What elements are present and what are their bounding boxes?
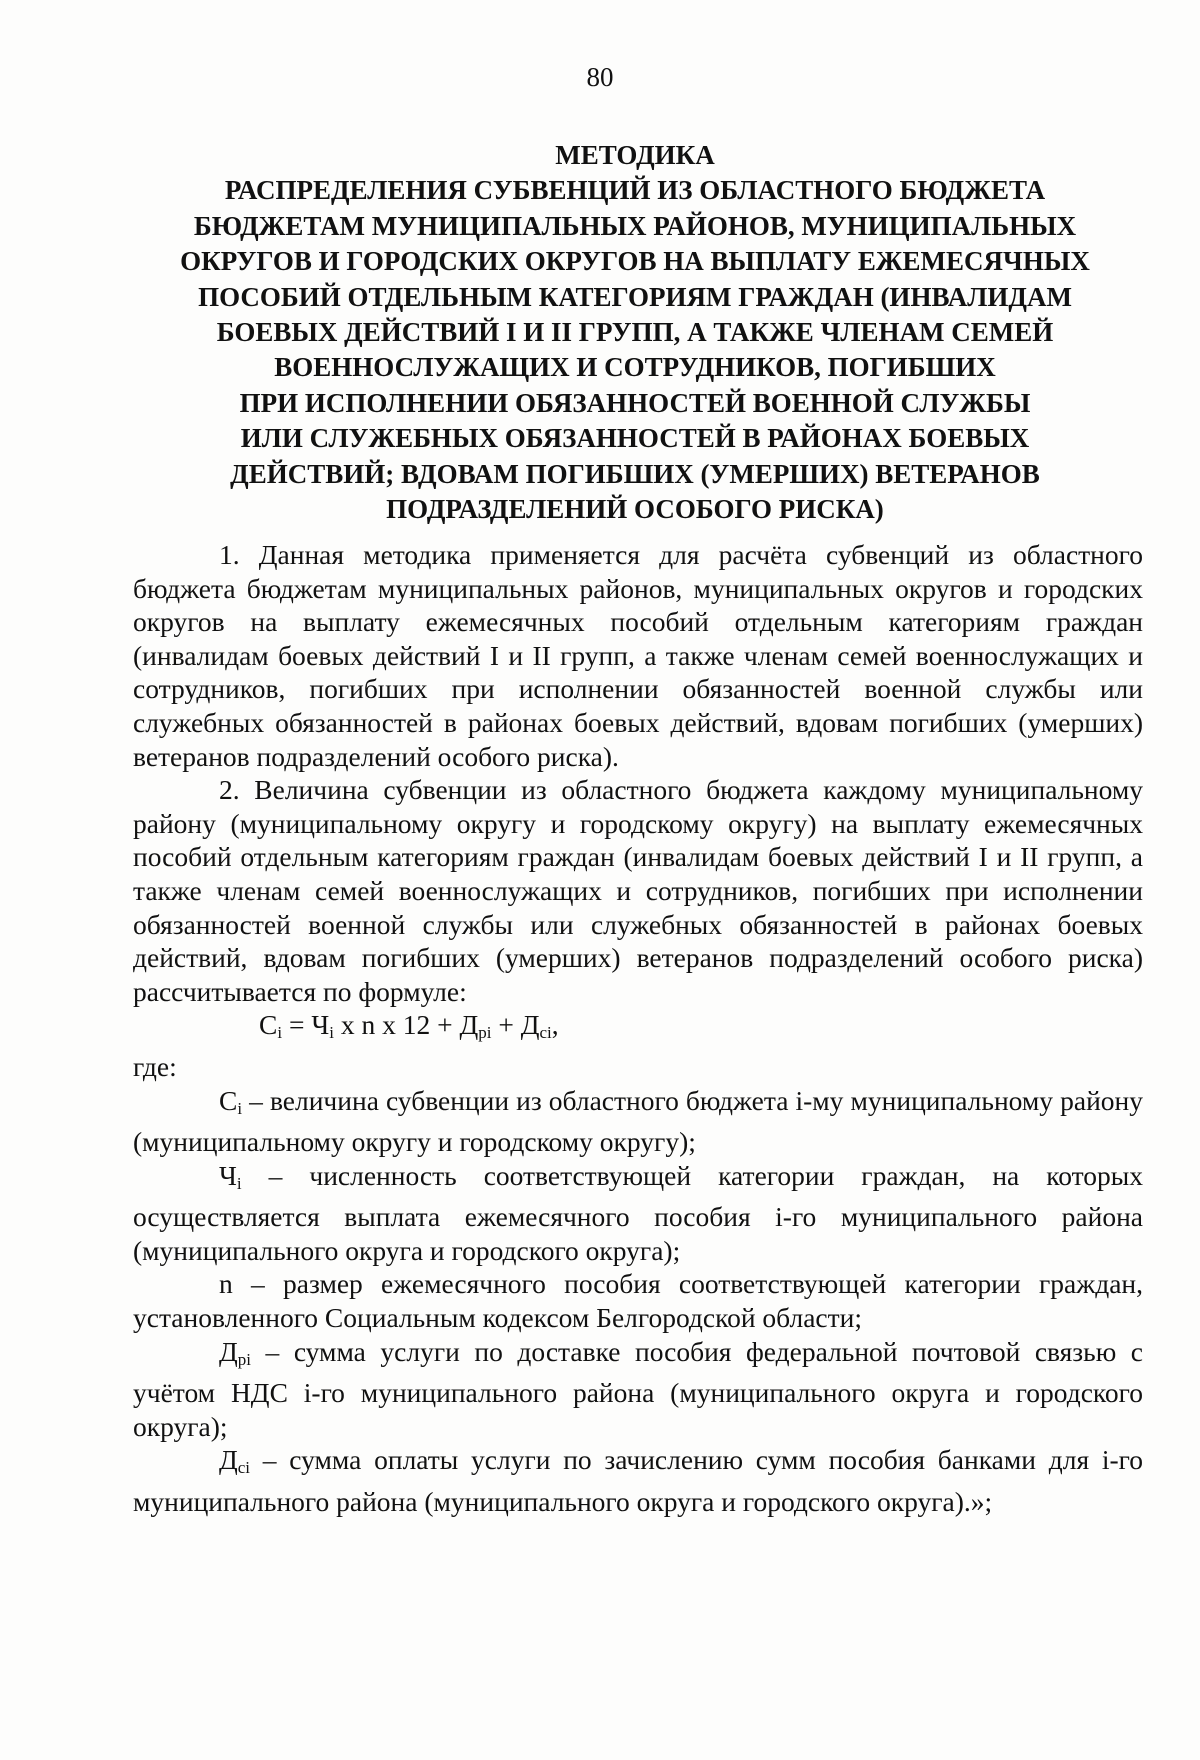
where-label	[133, 1050, 1143, 1084]
paragraph-1: 1. Данная методика применяется для расчёта субвенций из областного бюджета бюджетам муниципальных районов, муниципальных округов и городских округов на выплату ежемесячных пособий отдельным категориям граждан (инвалидам боевых действий I и II групп, а также членам семей военнослужащих и сотрудников, погибших при исполнении обязанностей военной службы или служебных обязанностей в районах боевых действий, вдовам погибших (умерших) ветеранов подразделений особого риска).	[133, 539, 1143, 772]
title-line: РАСПРЕДЕЛЕНИЯ СУБВЕНЦИЙ ИЗ ОБЛАСТНОГО БЮДЖЕТА	[224, 175, 1046, 206]
where-text: где:	[133, 1050, 177, 1082]
def-subscript: ci	[237, 1458, 251, 1478]
title-line: ИЛИ СЛУЖЕБНЫХ ОБЯЗАННОСТЕЙ В РАЙОНАХ БОЕВЫХ	[240, 423, 1030, 454]
definition-dc	[133, 1443, 1143, 1518]
formula-c: C	[259, 1009, 278, 1041]
document-title	[110, 138, 1160, 527]
paragraph-2: 2. Величина субвенции из областного бюджета каждому муниципальному району (муниципальному округу и городскому округу) на выплату ежемесячных пособий отдельным категориям граждан (инвалидам боевых действий I и II групп, а также членам семей военнослужащих и сотрудников, погибших при исполнении обязанностей военной службы или служебных обязанностей в районах боевых действий, вдовам погибших (умерших) ветеранов подразделений особого риска) рассчитывается по формуле:	[133, 774, 1143, 1007]
formula-dp-sub: pi	[478, 1023, 492, 1043]
formula-mid: x n x 12 +	[333, 1009, 460, 1041]
title-line: МЕТОДИКА	[555, 140, 715, 170]
formula-dc: Д	[520, 1009, 540, 1041]
def-text: – размер ежемесячного пособия соответствующей категории граждан, установленного Социальным кодексом Белгородской области;	[133, 1268, 1143, 1334]
title-line: БЮДЖЕТАМ МУНИЦИПАЛЬНЫХ РАЙОНОВ, МУНИЦИПАЛЬНЫХ	[193, 210, 1077, 241]
definition-n	[133, 1267, 1143, 1334]
def-text: – сумма оплаты услуги по зачислению сумм пособия банками для i-го муниципального района (муниципального округа и городского округа).»;	[133, 1444, 1143, 1518]
document-body	[133, 538, 1143, 1519]
formula-plus: +	[491, 1009, 521, 1041]
formula-dp: Д	[459, 1009, 479, 1041]
def-subscript: pi	[237, 1349, 251, 1369]
definition-dp	[133, 1335, 1143, 1444]
formula	[133, 1008, 1143, 1050]
definition-ch	[133, 1159, 1143, 1268]
def-symbol: C	[219, 1084, 238, 1116]
page-number: 80	[586, 62, 614, 92]
title-line: ОКРУГОВ И ГОРОДСКИХ ОКРУГОВ НА ВЫПЛАТУ ЕЖЕМЕСЯЧНЫХ	[180, 246, 1090, 277]
title-line: ПРИ ИСПОЛНЕНИИ ОБЯЗАННОСТЕЙ ВОЕННОЙ СЛУЖБЫ	[239, 387, 1031, 418]
def-text: – численность соответствующей категории граждан, на которых осуществляется выплата ежемесячного пособия i-го муниципального района (муниципального округа и городского округа);	[133, 1159, 1143, 1266]
def-symbol: Д	[219, 1335, 238, 1367]
def-symbol: Д	[219, 1444, 238, 1476]
def-symbol: Ч	[219, 1159, 237, 1191]
def-text: – сумма услуги по доставке пособия федеральной почтовой связью с учётом НДС i-го муниципального района (муниципального округа и городского округа);	[133, 1335, 1143, 1442]
formula-c-sub: i	[277, 1023, 283, 1043]
formula-ch: Ч	[311, 1009, 330, 1041]
formula-eq: =	[282, 1009, 312, 1041]
formula-ch-sub: i	[329, 1023, 334, 1043]
definition-c	[133, 1084, 1143, 1159]
title-line: ПОДРАЗДЕЛЕНИЙ ОСОБОГО РИСКА)	[386, 494, 884, 525]
title-line: ДЕЙСТВИЙ; ВДОВАМ ПОГИБШИХ (УМЕРШИХ) ВЕТЕРАНОВ	[230, 458, 1040, 489]
formula-end: ,	[551, 1009, 559, 1041]
title-line: ВОЕННОСЛУЖАЩИХ И СОТРУДНИКОВ, ПОГИБШИХ	[274, 352, 996, 383]
def-symbol: n	[219, 1268, 233, 1300]
def-text: – величина субвенции из областного бюджета i-му муниципальному району (муниципальному округу и городскому округу);	[133, 1084, 1143, 1158]
formula-dc-sub: ci	[539, 1023, 552, 1043]
title-line: БОЕВЫХ ДЕЙСТВИЙ I И II ГРУПП, А ТАКЖЕ ЧЛЕНАМ СЕМЕЙ	[216, 317, 1054, 348]
title-line: ПОСОБИЙ ОТДЕЛЬНЫМ КАТЕГОРИЯМ ГРАЖДАН (ИНВАЛИДАМ	[198, 281, 1072, 312]
def-subscript: i	[237, 1098, 243, 1118]
def-subscript: i	[236, 1173, 242, 1193]
